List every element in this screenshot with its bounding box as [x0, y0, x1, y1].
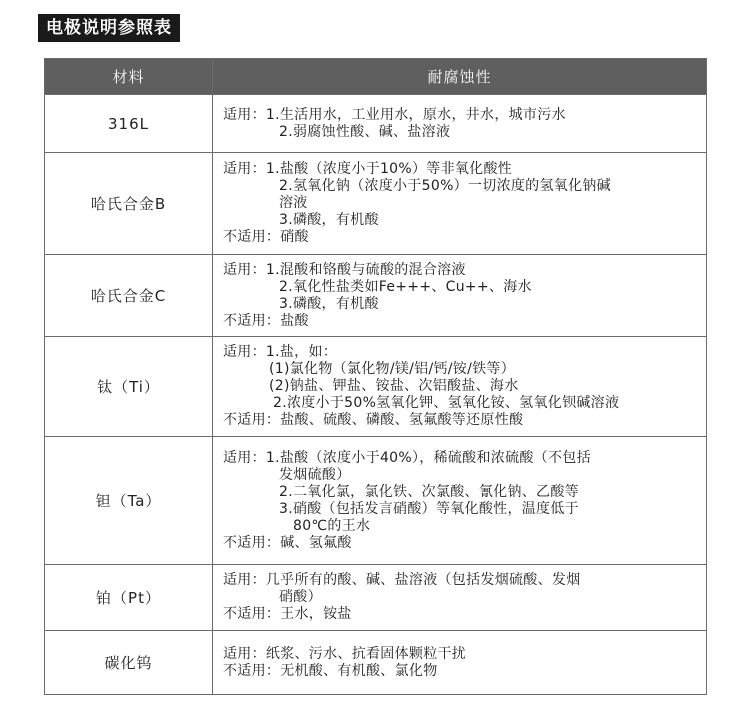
corrosion-line: 适用：纸浆、污水、抗看固体颗粒干扰	[223, 645, 467, 662]
corrosion-line: 3.磷酸，有机酸	[279, 212, 379, 228]
corrosion-line: (1)氯化物（氯化物/镁/铝/钙/铵/铁等）	[269, 361, 516, 377]
electrode-reference-table	[44, 58, 707, 695]
corrosion-line: 不适用：盐酸	[223, 312, 309, 329]
corrosion-line: 溶液	[279, 195, 308, 211]
corrosion-line: 不适用：王水，铵盐	[223, 606, 352, 622]
material-cell: 铂（Pt）	[45, 565, 213, 631]
corrosion-resistance-cell	[213, 565, 707, 631]
corrosion-line: 2.浓度小于50%氢氧化钾、氢氧化铵、氢氧化钡碱溶液	[273, 395, 620, 411]
corrosion-resistance-cell	[213, 631, 707, 695]
table-row	[45, 437, 707, 565]
material-cell: 钛（Ti）	[45, 337, 213, 437]
page-title: 电极说明参照表	[38, 14, 180, 42]
corrosion-line: 适用：几乎所有的酸、碱、盐溶液（包括发烟硫酸、发烟	[223, 572, 581, 588]
material-cell: 钽（Ta）	[45, 437, 213, 565]
corrosion-line: 不适用：碱、氢氟酸	[223, 534, 352, 551]
corrosion-line: 适用：1.盐，如：	[223, 344, 338, 360]
corrosion-resistance-cell	[213, 337, 707, 437]
corrosion-line: 不适用：盐酸、硫酸、磷酸、氢氟酸等还原性酸	[223, 412, 524, 428]
material-cell: 哈氏合金B	[45, 153, 213, 255]
table-row	[45, 631, 707, 695]
table-row	[45, 95, 707, 153]
corrosion-line: (2)钠盐、钾盐、铵盐、次铝酸盐、海水	[269, 378, 519, 394]
table-row	[45, 153, 707, 255]
corrosion-resistance-cell	[213, 437, 707, 565]
corrosion-line: 发烟硫酸）	[279, 466, 351, 483]
corrosion-line: 3.磷酸，有机酸	[279, 295, 379, 312]
corrosion-line: 2.氧化性盐类如Fe+++、Cu++、海水	[279, 278, 532, 295]
header-material: 材料	[45, 59, 213, 95]
corrosion-line: 2.氢氧化钠（浓度小于50%）一切浓度的氢氧化钠碱	[279, 178, 611, 194]
corrosion-line: 2.弱腐蚀性酸、碱、盐溶液	[279, 123, 451, 140]
corrosion-line: 不适用：无机酸、有机酸、氯化物	[223, 662, 438, 679]
corrosion-line: 硝酸）	[279, 589, 322, 605]
table-row	[45, 255, 707, 337]
table-row	[45, 565, 707, 631]
header-corrosion-resistance: 耐腐蚀性	[213, 59, 707, 95]
corrosion-line: 适用：1.盐酸（浓度小于10%）等非氧化酸性	[223, 161, 513, 177]
table-header-row	[45, 59, 707, 95]
material-cell: 316L	[45, 95, 213, 153]
corrosion-line: 适用：1.生活用水，工业用水，原水，井水，城市污水	[223, 106, 566, 123]
corrosion-line: 适用：1.混酸和铬酸与硫酸的混合溶液	[223, 261, 466, 278]
corrosion-line: 适用：1.盐酸（浓度小于40%），稀硫酸和浓硫酸（不包括	[223, 449, 591, 466]
corrosion-line: 80℃的王水	[293, 517, 371, 534]
table-row	[45, 337, 707, 437]
corrosion-line: 3.硝酸（包括发言硝酸）等氧化酸性，温度低于	[279, 500, 579, 517]
material-cell: 碳化钨	[45, 631, 213, 695]
corrosion-line: 不适用：硝酸	[223, 229, 309, 245]
corrosion-resistance-cell	[213, 153, 707, 255]
material-cell: 哈氏合金C	[45, 255, 213, 337]
corrosion-resistance-cell	[213, 95, 707, 153]
corrosion-line: 2.二氧化氯，氯化铁、次氯酸、氰化钠、乙酸等	[279, 483, 579, 500]
corrosion-resistance-cell	[213, 255, 707, 337]
